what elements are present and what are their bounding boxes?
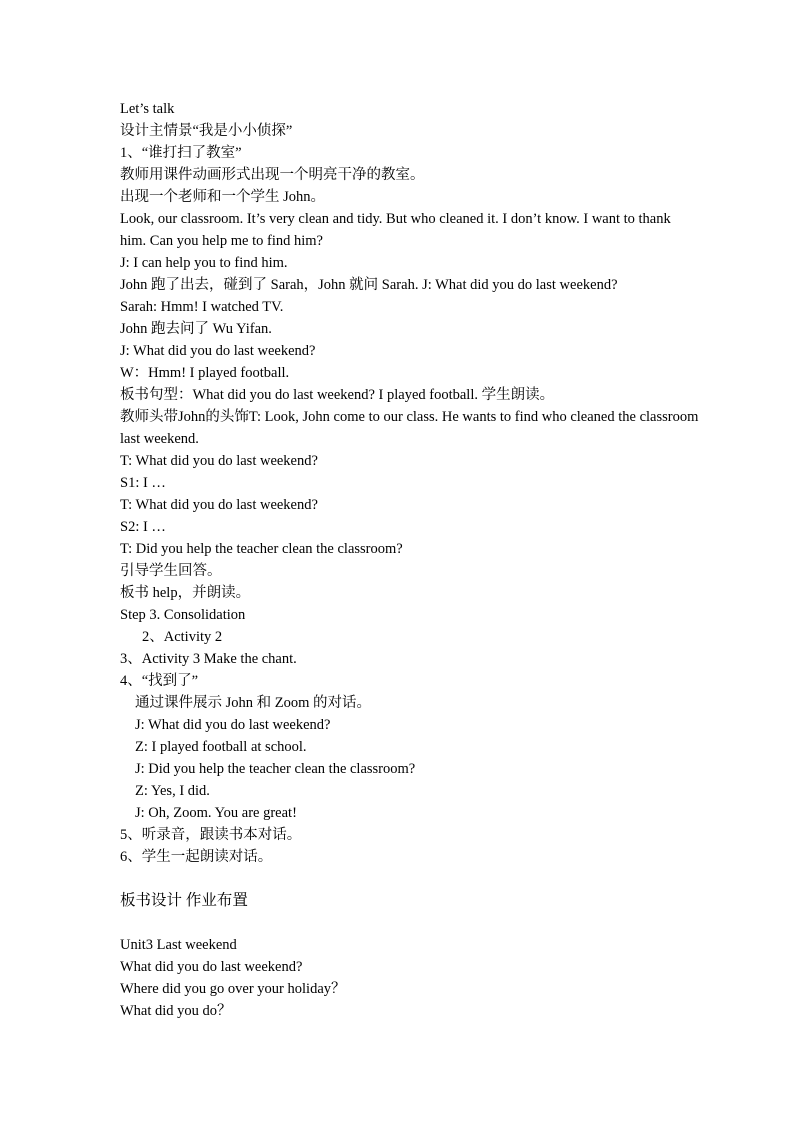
blank-line [120,868,700,890]
dialogue-line: J: Did you help the teacher clean the classroom? [135,761,416,777]
blackboard-sentence-line: 板书句型：What did you do last weekend? I played football. 学生朗读。 [120,387,555,403]
text-line: 通过课件展示 John 和 Zoom 的对话。 [135,695,372,711]
dialogue-line: John 跑去问了 Wu Yifan. [120,321,272,337]
step-5-line: 5、听录音，跟读书本对话。 [120,827,302,843]
text-line: 出现一个老师和一个学生 John。 [120,189,326,205]
board-question-line: Where did you go over your holiday？ [120,981,346,997]
blank-line [120,912,700,934]
dialogue-line: J: I can help you to find him. [120,255,288,271]
step-3-heading: Step 3. Consolidation [120,607,246,623]
blackboard-design-heading: 板书设计 作业布置 [120,892,248,909]
activity-3-line: 3、Activity 3 Make the chant. [120,651,297,667]
dialogue-line: J: Oh, Zoom. You are great! [135,805,297,821]
paragraph-teacher-headdress: 教师头带John的头饰T: Look, John come to our class. He wants to find who cleaned the classroom last weekend. [120,409,699,447]
board-question-line: What did you do？ [120,1003,232,1019]
dialogue-line: Z: I played football at school. [135,739,307,755]
step-4-heading: 4、“找到了” [120,673,199,689]
dialogue-line: S2: I … [120,519,166,535]
scenario-line: 设计主情景“我是小小侦探” [120,123,293,139]
dialogue-line: T: What did you do last weekend? [120,453,318,469]
dialogue-line: John 跑了出去，碰到了 Sarah，John 就问 Sarah. J: What did you do last weekend? [120,277,618,293]
text-line: 引导学生回答。 [120,563,222,579]
activity-2-line: 2、Activity 2 [142,629,223,645]
board-question-line: What did you do last weekend? [120,959,303,975]
unit-title: Unit3 Last weekend [120,937,237,953]
step-1-heading: 1、“谁打扫了教室” [120,145,242,161]
text-line: 板书 help，并朗读。 [120,585,251,601]
paragraph-look-classroom: Look, our classroom. It’s very clean and tidy. But who cleaned it. I don’t know. I want to thank him. Can you help me to find him? [120,211,671,249]
document-body [120,98,700,1022]
dialogue-line: T: What did you do last weekend? [120,497,318,513]
dialogue-line: W：Hmm! I played football. [120,365,290,381]
step-6-line: 6、学生一起朗读对话。 [120,849,273,865]
dialogue-line: Sarah: Hmm! I watched TV. [120,299,284,315]
dialogue-line: J: What did you do last weekend? [120,343,316,359]
section-title-lets-talk: Let’s talk [120,101,175,117]
dialogue-line: S1: I … [120,475,166,491]
dialogue-line: Z: Yes, I did. [135,783,210,799]
dialogue-line: J: What did you do last weekend? [135,717,331,733]
dialogue-line: T: Did you help the teacher clean the classroom? [120,541,403,557]
text-line: 教师用课件动画形式出现一个明亮干净的教室。 [120,167,425,183]
